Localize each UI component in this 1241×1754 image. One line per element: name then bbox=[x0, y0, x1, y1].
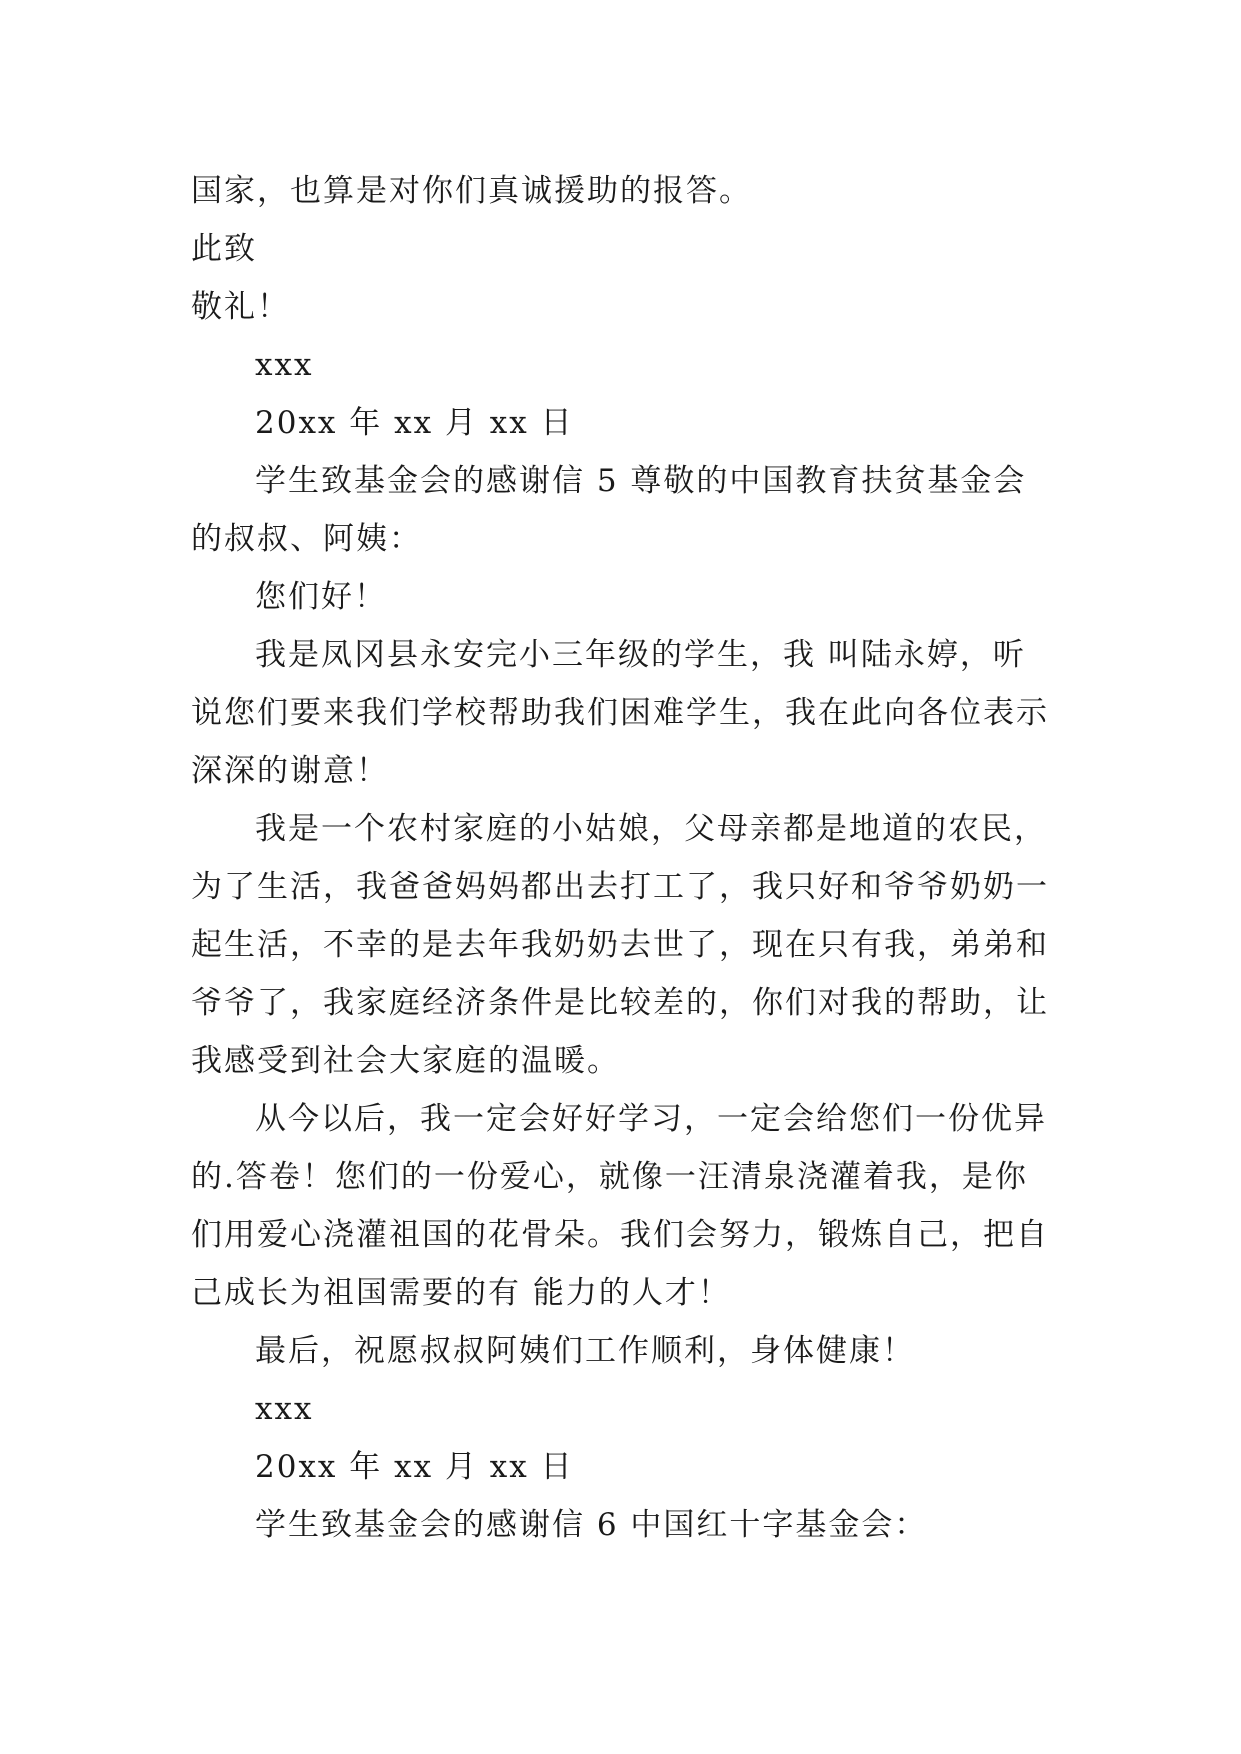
letter-heading-continued: 的叔叔、阿姨： bbox=[191, 521, 422, 557]
signature-date: 20xx 年 xx 月 xx 日 bbox=[255, 405, 574, 441]
letter-body bbox=[191, 162, 1051, 1554]
paragraph-line: 为了生活，我爸爸妈妈都出去打工了，我只好和爷爷奶奶一 bbox=[191, 869, 1049, 905]
paragraph-line: 我感受到社会大家庭的温暖。 bbox=[191, 1043, 620, 1079]
paragraph-line: 我是凤冈县永安完小三年级的学生，我 叫陆永婷，听 bbox=[255, 637, 1026, 673]
paragraph-line: 深深的谢意！ bbox=[191, 753, 389, 789]
paragraph-line: 我是一个农村家庭的小姑娘，父母亲都是地道的农民， bbox=[255, 811, 1047, 847]
paragraph-line: 己成长为祖国需要的有 能力的人才！ bbox=[191, 1275, 731, 1311]
paragraph-line: 们用爱心浇灌祖国的花骨朵。我们会努力，锻炼自己，把自 bbox=[191, 1217, 1049, 1253]
closing-salutation: 此致 bbox=[191, 231, 257, 267]
paragraph-line: 起生活，不幸的是去年我奶奶去世了，现在只有我，弟弟和 bbox=[191, 927, 1049, 963]
signature-name: xxx bbox=[255, 347, 314, 383]
signature-date: 20xx 年 xx 月 xx 日 bbox=[255, 1449, 574, 1485]
letter-heading: 学生致基金会的感谢信 6 中国红十字基金会： bbox=[255, 1507, 928, 1543]
closing-wish: 最后，祝愿叔叔阿姨们工作顺利，身体健康！ bbox=[255, 1333, 915, 1369]
paragraph-line: 爷爷了，我家庭经济条件是比较差的，你们对我的帮助，让 bbox=[191, 985, 1049, 1021]
letter-heading: 学生致基金会的感谢信 5 尊敬的中国教育扶贫基金会 bbox=[255, 463, 1027, 499]
paragraph-line: 说您们要来我们学校帮助我们困难学生，我在此向各位表示 bbox=[191, 695, 1049, 731]
greeting: 您们好！ bbox=[255, 579, 387, 615]
paragraph-line: 的.答卷！您们的一份爱心，就像一汪清泉浇灌着我，是你 bbox=[191, 1159, 1028, 1195]
text-line: 国家，也算是对你们真诚援助的报答。 bbox=[191, 173, 752, 209]
paragraph-line: 从今以后，我一定会好好学习，一定会给您们一份优异 bbox=[255, 1101, 1047, 1137]
closing-salutation: 敬礼！ bbox=[191, 289, 290, 325]
signature-name: xxx bbox=[255, 1391, 314, 1427]
